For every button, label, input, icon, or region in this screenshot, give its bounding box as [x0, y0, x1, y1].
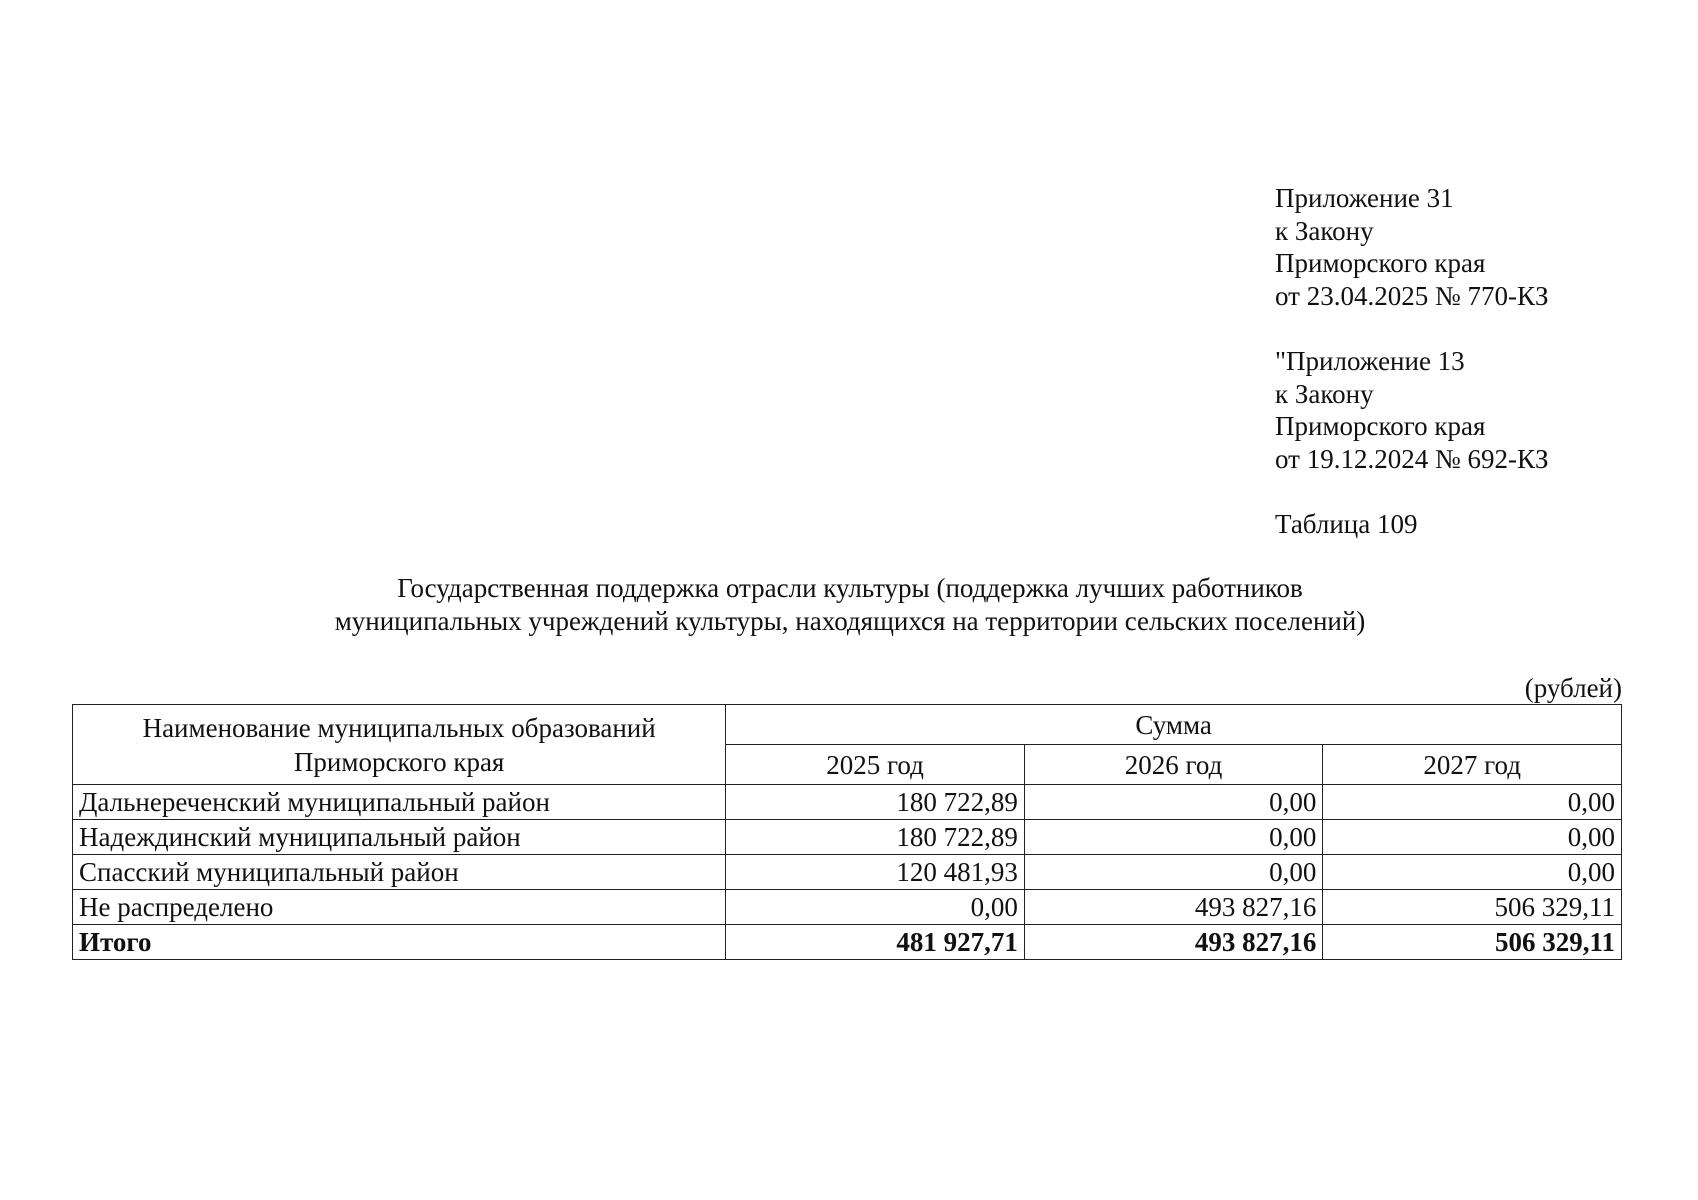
document-title — [100, 572, 1600, 638]
row-value-2026: 0,00 — [1024, 785, 1323, 820]
annex-current-line-3: Приморского края — [1275, 248, 1486, 278]
annex-amended-line-3: Приморского края — [1275, 411, 1486, 441]
annex-amended-line-2: к Закону — [1275, 378, 1374, 409]
row-value-2027: 0,00 — [1323, 855, 1622, 890]
annex-current-line-1: Приложение 31 — [1275, 183, 1454, 213]
table-row — [73, 855, 1622, 890]
table-row — [73, 785, 1622, 820]
funding-table — [72, 704, 1622, 960]
annex-current-line-2: к Закону — [1275, 215, 1374, 246]
table-header-row — [73, 705, 1622, 745]
row-name: Надеждинский муниципальный район — [73, 820, 726, 855]
row-value-2026: 493 827,16 — [1024, 890, 1323, 925]
header-year-2025: 2025 год — [726, 745, 1025, 785]
row-value-2026: 0,00 — [1024, 855, 1323, 890]
header-name-line-1: Наименование муниципальных образований — [142, 712, 656, 743]
total-label: Итого — [73, 925, 726, 960]
title-line-1: Государственная поддержка отрасли культуры (поддержка лучших работников — [397, 573, 1303, 603]
title-line-2: муниципальных учреждений культуры, находящихся на территории сельских поселений) — [334, 606, 1366, 636]
annex-amended-line-1: "Приложение 13 — [1275, 346, 1465, 376]
total-value-2027: 506 329,11 — [1323, 925, 1622, 960]
header-year-2027: 2027 год — [1323, 745, 1622, 785]
table-total-row — [73, 925, 1622, 960]
header-sum: Сумма — [726, 705, 1622, 745]
units-label: (рублей) — [1524, 673, 1622, 703]
header-year-2026: 2026 год — [1024, 745, 1323, 785]
row-name: Спасский муниципальный район — [73, 855, 726, 890]
row-value-2026: 0,00 — [1024, 820, 1323, 855]
row-name: Не распределено — [73, 890, 726, 925]
row-name: Дальнереченский муниципальный район — [73, 785, 726, 820]
table-row — [73, 820, 1622, 855]
header-name-line-2: Приморского края — [293, 746, 505, 777]
total-value-2025: 481 927,71 — [726, 925, 1025, 960]
annex-current-reference — [1275, 182, 1635, 312]
row-value-2025: 180 722,89 — [726, 785, 1025, 820]
table-number: Таблица 109 — [1275, 509, 1418, 539]
annex-amended-reference — [1275, 345, 1635, 475]
row-value-2027: 0,00 — [1323, 820, 1622, 855]
row-value-2027: 0,00 — [1323, 785, 1622, 820]
table-row — [73, 890, 1622, 925]
total-value-2026: 493 827,16 — [1024, 925, 1323, 960]
row-value-2025: 180 722,89 — [726, 820, 1025, 855]
annex-current-line-4: от 23.04.2025 № 770-КЗ — [1275, 280, 1549, 311]
header-municipality-name — [73, 705, 726, 785]
row-value-2027: 506 329,11 — [1323, 890, 1622, 925]
row-value-2025: 120 481,93 — [726, 855, 1025, 890]
row-value-2025: 0,00 — [726, 890, 1025, 925]
annex-amended-line-4: от 19.12.2024 № 692-КЗ — [1275, 443, 1549, 474]
